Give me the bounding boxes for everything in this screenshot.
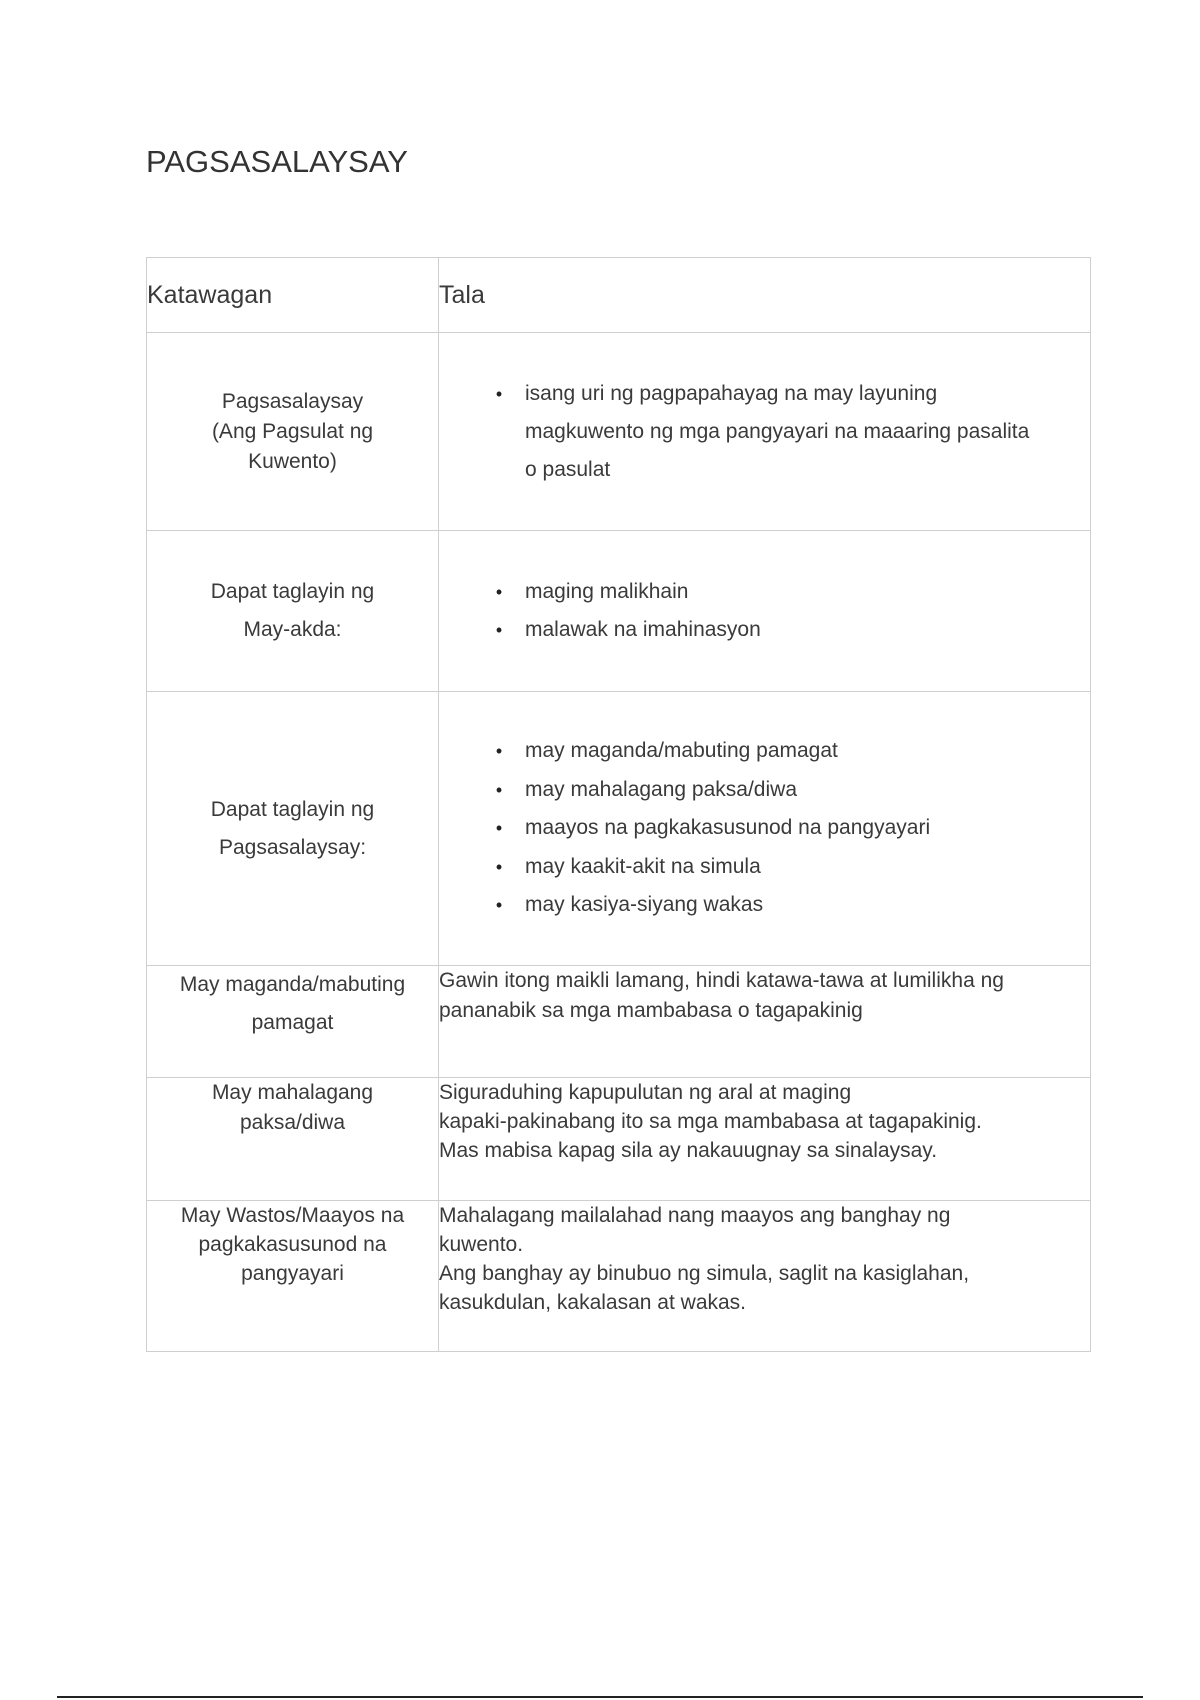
- table-row: [147, 531, 1091, 692]
- term-text: Dapat taglayin ng May-akda:: [210, 580, 375, 641]
- page-title: PAGSASALAYSAY: [146, 144, 408, 179]
- list-item-text: may kasiya-siyang wakas: [525, 893, 764, 917]
- notes-cell: [439, 1201, 1091, 1352]
- list-item: [493, 732, 1070, 771]
- list-item-text: may maganda/mabuting pamagat: [525, 739, 838, 763]
- notes-cell: [439, 531, 1091, 692]
- list-item: [493, 611, 1070, 649]
- list-item: [493, 375, 1070, 489]
- list-item: [493, 573, 1070, 611]
- bullet-icon: •: [495, 741, 503, 762]
- bullet-icon: •: [495, 779, 503, 800]
- header-katawagan: Katawagan: [147, 258, 439, 333]
- bullet-icon: •: [495, 620, 503, 640]
- bullet-icon: •: [495, 383, 503, 404]
- table-row: [147, 692, 1091, 966]
- notes-cell: [439, 1078, 1091, 1201]
- bullet-list: [439, 573, 1090, 649]
- notes-text: Gawin itong maikli lamang, hindi katawa-tawa at lumilikha ng pananabik sa mga mambabasa o tagapakinig: [439, 969, 1004, 1022]
- bullet-icon: •: [495, 895, 503, 916]
- notes-text: Mahalagang mailalahad nang maayos ang banghay ng kuwento. Ang banghay ay binubuo ng simula, saglit na kasiglahan, kasukdulan, kakalasan at wakas.: [439, 1204, 970, 1314]
- list-item-text: maayos na pagkakasusunod na pangyayari: [525, 816, 931, 840]
- list-item: [493, 771, 1070, 810]
- list-item-text: maging malikhain: [525, 580, 689, 603]
- term-cell: [147, 1201, 439, 1352]
- notes-cell: [439, 692, 1091, 966]
- term-text: May maganda/mabuting pamagat: [179, 973, 406, 1034]
- table-row: [147, 1078, 1091, 1201]
- term-cell: [147, 531, 439, 692]
- bullet-list: [439, 375, 1090, 489]
- table-header-row: [147, 258, 1091, 333]
- notes-cell: [439, 966, 1091, 1078]
- footer-divider: [57, 1696, 1143, 1698]
- list-item-text: malawak na imahinasyon: [525, 618, 761, 641]
- bullet-icon: •: [495, 856, 503, 877]
- list-item: [493, 886, 1070, 925]
- term-text: Pagsasalaysay (Ang Pagsulat ng Kuwento): [211, 389, 374, 473]
- term-cell: [147, 1078, 439, 1201]
- header-tala: Tala: [439, 258, 1091, 333]
- table-row: [147, 1201, 1091, 1352]
- notes-table: [146, 257, 1091, 1352]
- term-cell: [147, 692, 439, 966]
- table-row: [147, 966, 1091, 1078]
- list-item-text: may kaakit-akit na simula: [525, 854, 761, 878]
- table-row: [147, 333, 1091, 531]
- list-item-text: isang uri ng pagpapahayag na may layuning magkuwento ng mga pangyayari na maaaring pasalita o pasulat: [525, 381, 1030, 481]
- term-text: May Wastos/Maayos na pagkakasusunod na pangyayari: [180, 1204, 405, 1285]
- notes-text: Siguraduhing kapupulutan ng aral at maging kapaki-pakinabang ito sa mga mambabasa at tagapakinig. Mas mabisa kapag sila ay nakauugnay sa sinalaysay.: [439, 1081, 982, 1162]
- bullet-list: [439, 732, 1090, 925]
- list-item: [493, 809, 1070, 848]
- term-cell: [147, 333, 439, 531]
- notes-cell: [439, 333, 1091, 531]
- bullet-icon: •: [495, 818, 503, 839]
- term-text: May mahalagang paksa/diwa: [211, 1081, 374, 1134]
- term-cell: [147, 966, 439, 1078]
- list-item-text: may mahalagang paksa/diwa: [525, 777, 797, 801]
- list-item: [493, 848, 1070, 887]
- bullet-icon: •: [495, 582, 503, 602]
- term-text: Dapat taglayin ng Pagsasalaysay:: [210, 797, 375, 859]
